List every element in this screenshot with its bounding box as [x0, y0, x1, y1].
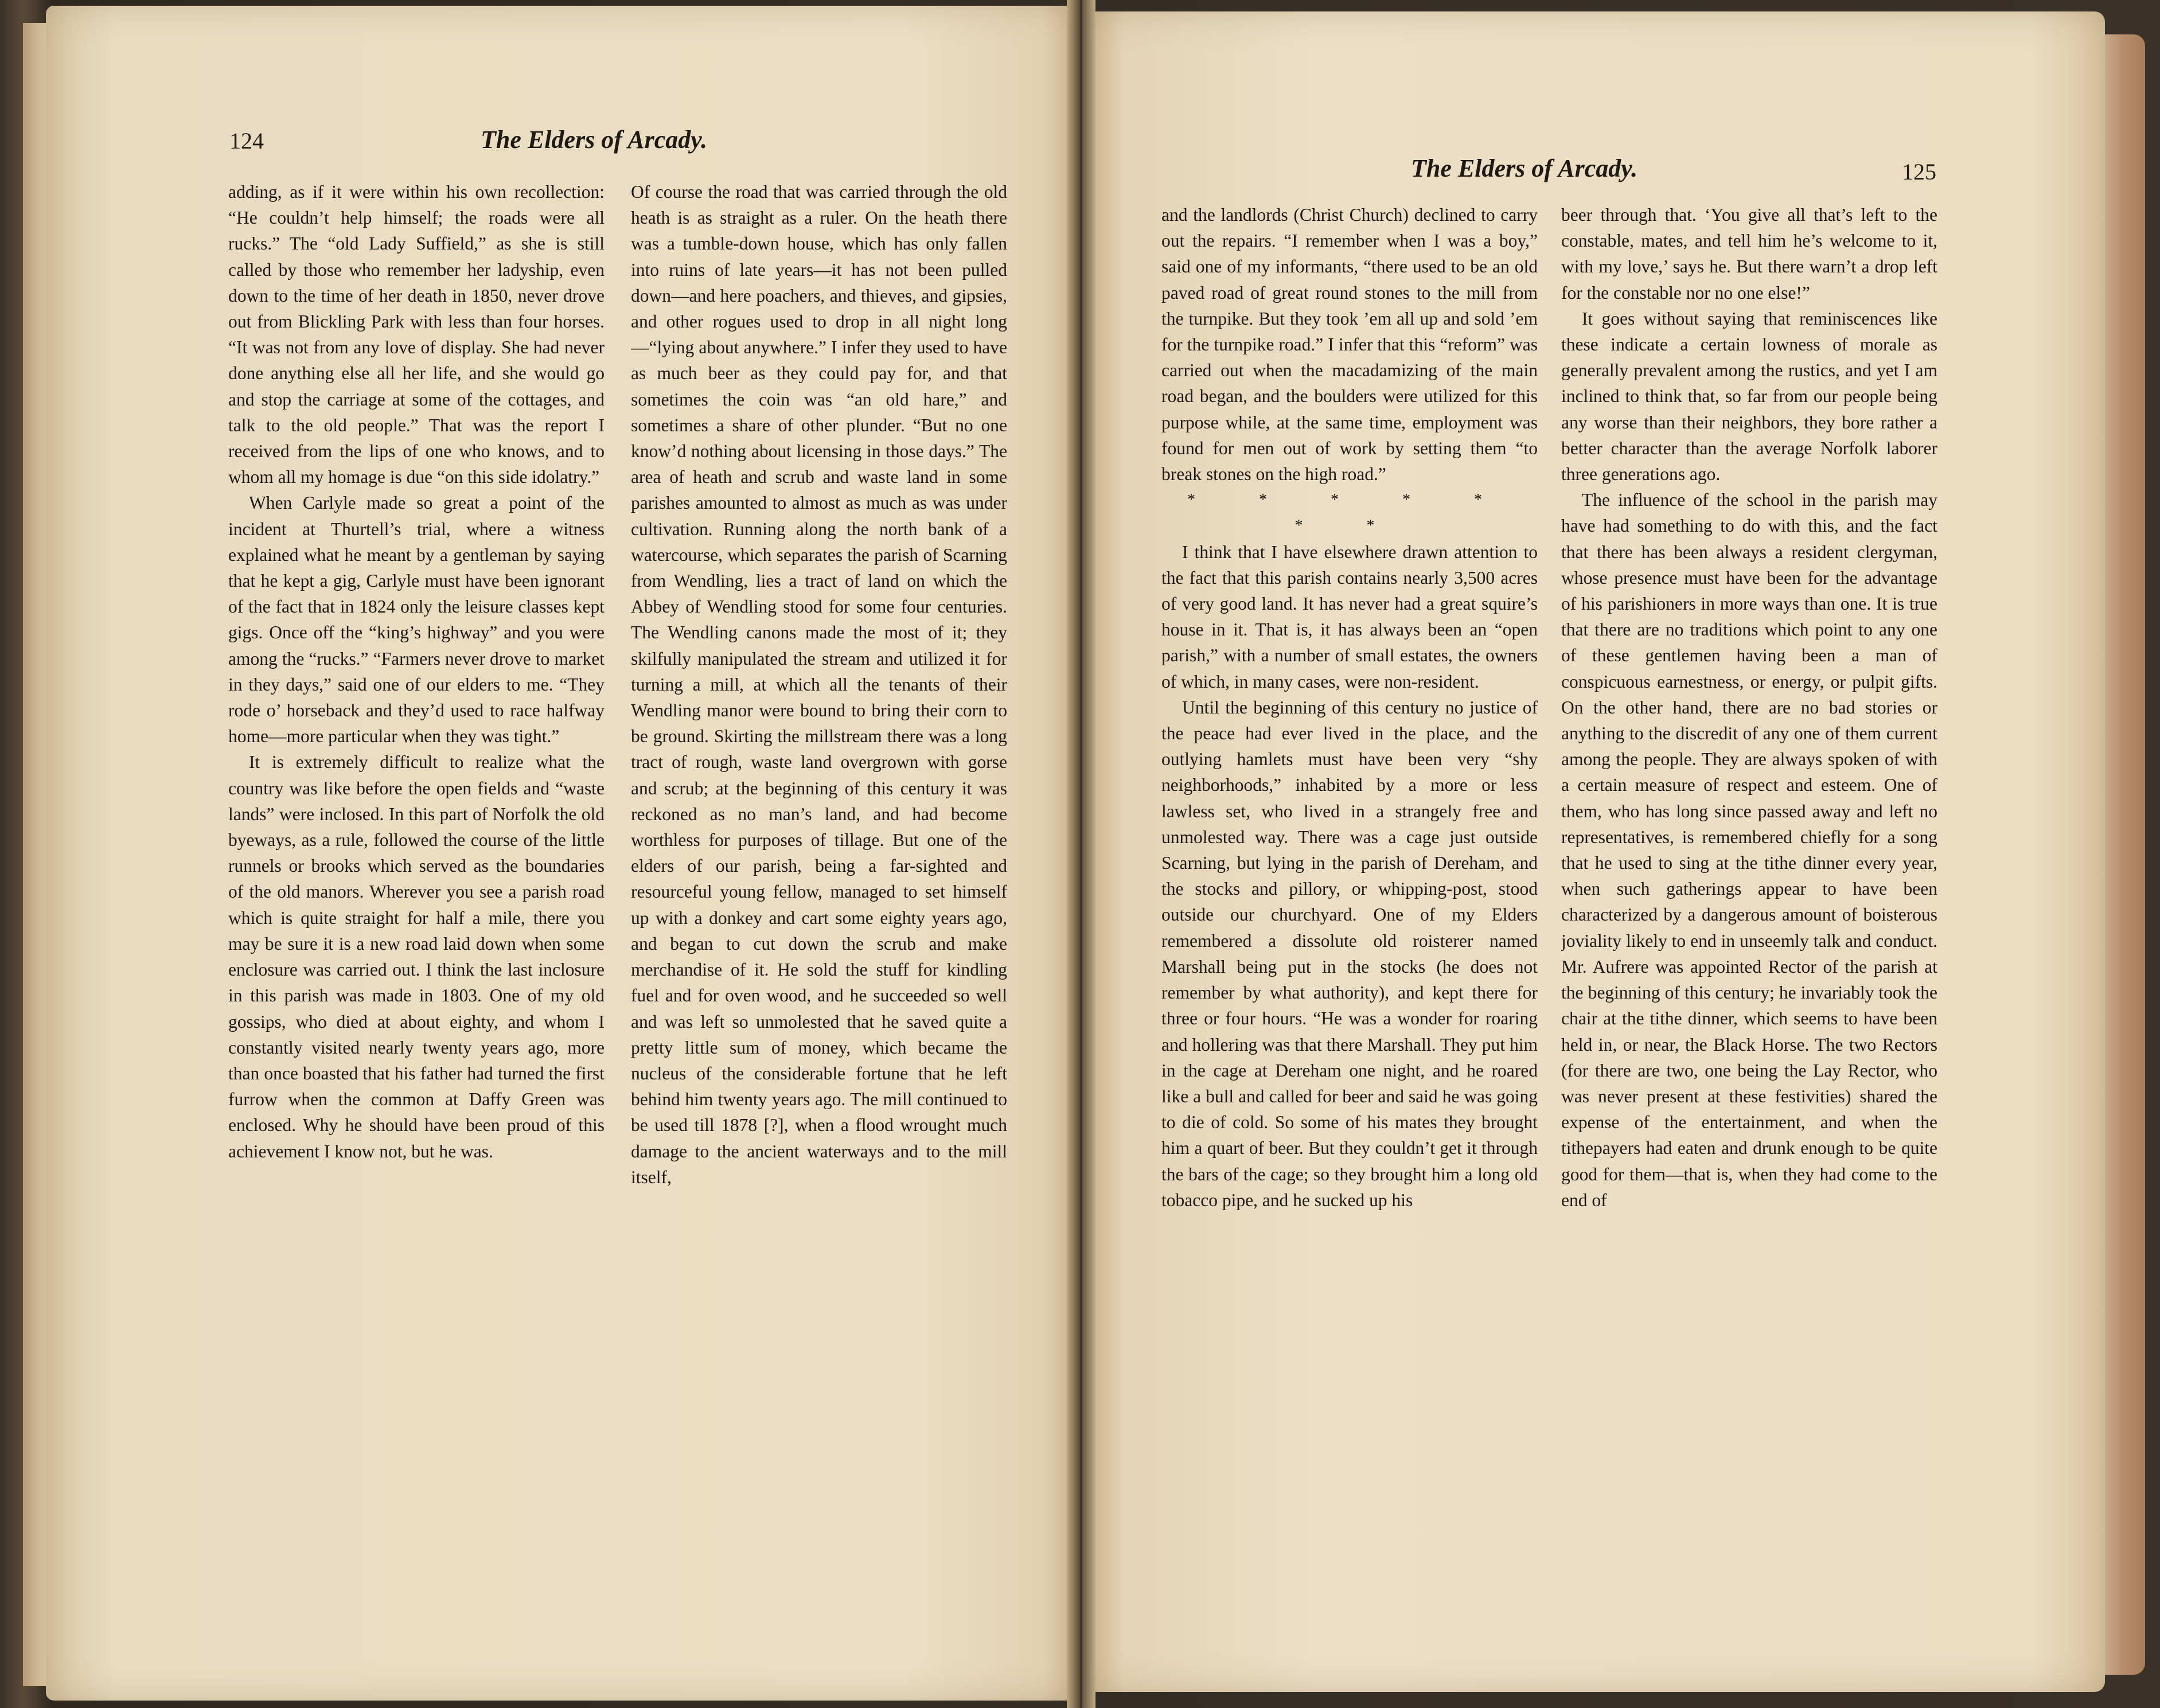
- section-break: * * * * * * *: [1187, 491, 1512, 535]
- left-running-title: The Elders of Arcady.: [481, 126, 708, 154]
- paragraph: It goes without saying that reminiscences like these indicate a certain lowness of morale as generally prevalent among the rustics, and yet I am inclined to think that, so far from our people being any worse than their neighbors, they bore rather a better character than the average Norfolk laborer three generations ago.: [1561, 308, 1937, 485]
- paragraph: beer through that. ‘You give all that’s left to the constable, mates, and tell him he’s welcome to it, with my love,’ says he. But there warn’t a drop left for the constable nor no one else!”: [1561, 205, 1937, 303]
- paragraph: and the landlords (Christ Church) declined to carry out the repairs. “I remember when I was a boy,” said one of my informants, “there used to be an old paved road of great round stones to the mill from the turnpike. But they took ’em all up and sold ’em for the turnpike road.” I infer that this “reform” was carried out when the macadamizing of the main road began, and the boulders were utilized for this purpose while, at the same time, employment was found for men out of work by setting them “to break stones on the high road.”: [1161, 205, 1538, 485]
- paragraph: I think that I have elsewhere drawn attention to the fact that this parish contains nearly 3,500 acres of very good land. It has never had a great squire’s house in it. That is, it has always been an “open parish,” with a number of small estates, the owners of which, in many cases, were non-resident.: [1161, 541, 1538, 692]
- right-page-edges: [2105, 34, 2145, 1675]
- paragraph: Of course the road that was carried through the old heath is as straight as a ruler. On the heath there was a tumble-down house, which has only fallen into ruins of late years—it has not been pulled down—and here poachers, and thieves, and gipsies, and other rogues used to drop in all night long—“lying about anywhere.” I infer they used to have as much beer as they could pay for, and that sometimes the coin was “an old hare,” and sometimes a share of other plunder. “But no one know’d nothing about licensing in those days.” The area of heath and scrub and waste land in some parishes amounted to almost as much as was under cultivation. Running along the north bank of a watercourse, which separates the parish of Scarning from Wendling, lies a tract of land on which the Abbey of Wendling stood for some four centuries. The Wendling canons made the most of it; they skilfully manipulated the stream and utilized it for turning a mill, at which all the tenants of their Wendling manor were bound to bring their corn to be ground. Skirting the millstream there was a long tract of rough, waste land overgrown with gorse and scrub; at the beginning of this century it was reckoned as no man’s land, and had become worthless for purposes of tillage. But one of the elders of our parish, being a far-sighted and resourceful young fellow, managed to set himself up with a donkey and cart some eighty years ago, and began to cut down the scrub and make merchandise of it. He sold the stuff for kindling fuel and for oven wood, and he succeeded so well and was left so unmolested that he saved quite a pretty little sum of money, which became the nucleus of the considerable fortune that he left behind him twenty years ago. The mill continued to be used till 1878 [?], when a flood wrought much damage to the ancient waterways and to the mill itself,: [631, 182, 1007, 1187]
- paragraph: adding, as if it were within his own recollection: “He couldn’t help himself; the roads were all rucks.” The “old Lady Suffield,” as she is still called by those who remember her ladyship, even down to the time of her death in 1850, never drove out from Blickling Park with less than four horses. “It was not from any love of display. She had never done anything else all her life, and she would go and stop the carriage at some of the cottages, and talk to the old people.” That was the report I received from the lips of one who knows, and to whom all my homage is due “on this side idolatry.”: [228, 182, 605, 488]
- right-running-title: The Elders of Arcady.: [1411, 154, 1638, 182]
- left-page-number: 124: [229, 128, 264, 154]
- right-page-number: 125: [1902, 159, 1936, 185]
- paragraph: Until the beginning of this century no justice of the peace had ever lived in the place, and the outlying hamlets must have been very “shy neighborhoods,” inhabited by a more or less lawless set, who lived in a strangely free and unmolested way. There was a cage just outside Scarning, but lying in the parish of Dereham, and the stocks and pillory, or whipping-post, stood outside our churchyard. One of my Elders remembered a dissolute old roisterer named Marshall being put in the stocks (he does not remember by what authority), and kept there for three or four hours. “He was a wonder for roaring and hollering was that there Marshall. They put him in the cage at Dereham one night, and he roared like a bull and called for beer and said he was going to die of cold. So some of his mates they brought him a quart of beer. But they couldn’t get it through the bars of the cage; so they brought him a long old tobacco pipe, and he sucked up his: [1161, 697, 1538, 1210]
- book-gutter: [1067, 0, 1095, 1708]
- paragraph: It is extremely difficult to realize what the country was like before the open fields and “waste lands” were inclosed. In this part of Norfolk the old byeways, as a rule, followed the course of the little runnels or brooks which served as the boundaries of the old manors. Wherever you see a parish road which is quite straight for half a mile, there you may be sure it is a new road laid down when some enclosure was carried out. I think the last inclosure in this parish was made in 1803. One of my old gossips, who died at about eighty, and whom I constantly visited nearly twenty years ago, more than once boasted that his father had turned the first furrow when the common at Daffy Green was enclosed. Why he should have been proud of this achievement I know not, but he was.: [228, 752, 605, 1161]
- paragraph: The influence of the school in the parish may have had something to do with this, and the fact that there has been always a resident clergyman, whose presence must have been for the advantage of his parishioners in more ways than one. It is true that there are no traditions which point to any one of these gentlemen having been a man of conspicuous earnestness, or energy, or pulpit gifts. On the other hand, there are no bad stories or anything to the discredit of any one of them current among the people. They are always spoken of with a certain measure of respect and esteem. One of them, who has long since passed away and left no representatives, is remembered chiefly for a song that he used to sing at the tithe dinner every year, when such gatherings appear to have been characterized by a dangerous amount of boisterous joviality likely to end in unseemly talk and conduct. Mr. Aufrere was appointed Rector of the parish at the beginning of this century; he invariably took the chair at the tithe dinner, which seems to have been held in, or near, the Black Horse. The two Rectors (for there are two, one being the Lay Rector, who was never present at these festivities) shared the expense of the entertainment, and when the tithepayers had eaten and drunk enough to be quite good for them—that is, when they had come to the end of: [1561, 490, 1937, 1210]
- left-page-column-1: [228, 179, 605, 1487]
- right-page-column-1: [1161, 202, 1538, 1510]
- right-page-column-2: [1561, 202, 1937, 1510]
- paragraph: When Carlyle made so great a point of the incident at Thurtell’s trial, where a witness explained what he meant by a gentleman by saying that he kept a gig, Carlyle must have been ignorant of the fact that in 1824 only the leisure classes kept gigs. Once off the “king’s highway” and you were among the “rucks.” “Farmers never drove to market in they days,” said one of our elders to me. “They rode o’ horseback and they’d used to race halfway home—more particular when they was tight.”: [228, 493, 605, 747]
- left-page-column-2: [631, 179, 1007, 1487]
